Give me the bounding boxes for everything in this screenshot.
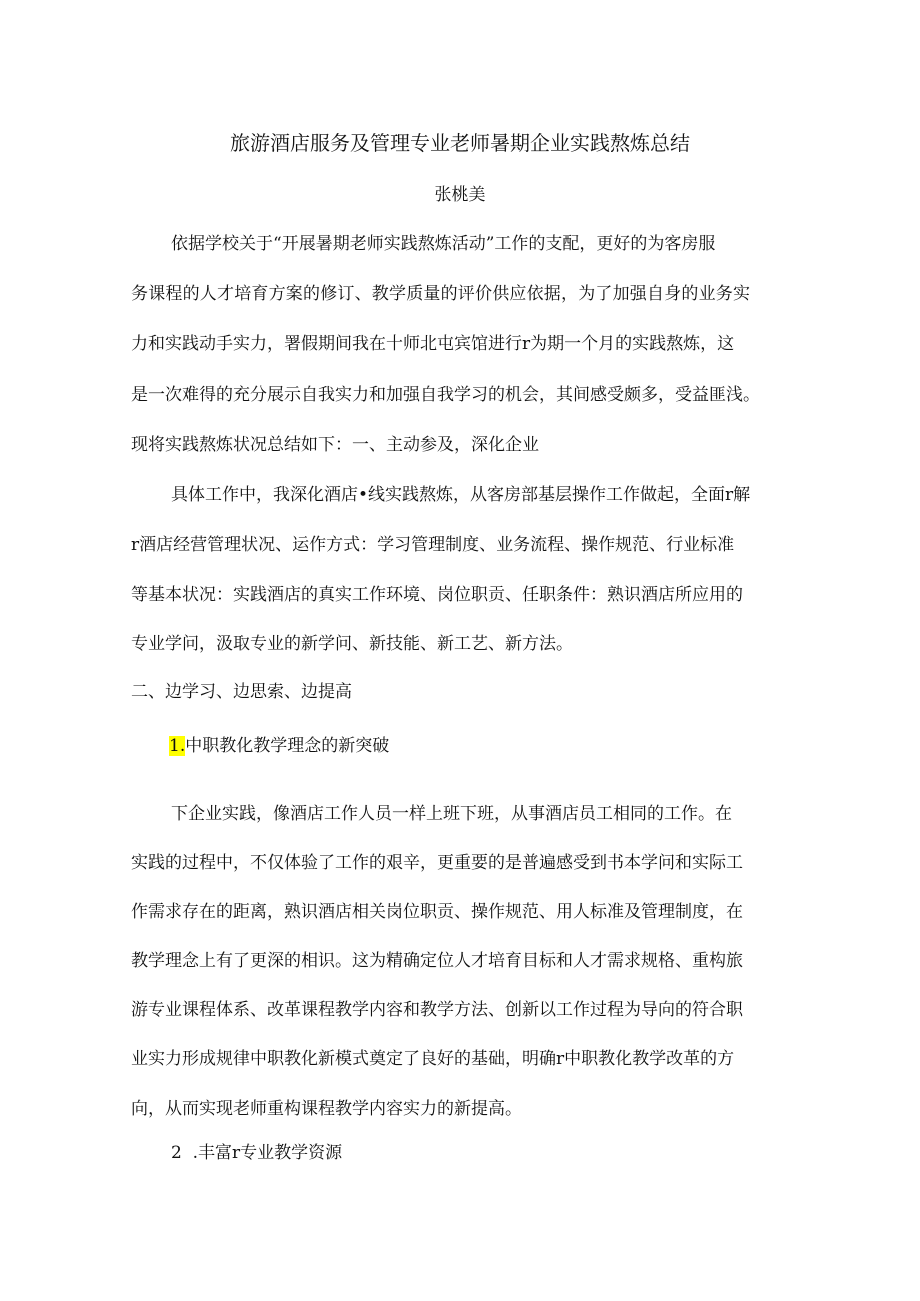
subheading-1 xyxy=(169,733,389,759)
paragraph-3-line-4: 教学理念上有了更深的相识。这为精确定位人才培育目标和人才需求规格、重构旅 xyxy=(131,951,743,971)
document-author: 张桃美 xyxy=(434,185,486,205)
paragraph-3-line-6: 业实力形成规律中职教化新模式奠定了良好的基础，明确r中职教化教学改革的方 xyxy=(131,1049,735,1069)
paragraph-1-line-1: 依据学校关于“开展暑期老师实践熬炼活动”工作的支配，更好的为客房服 xyxy=(171,234,716,254)
paragraph-1-line-4: 是一次难得的充分展示自我实力和加强自我学习的机会，其间感受颇多，受益匪浅。 xyxy=(131,385,760,405)
document-title: 旅游酒店服务及管理专业老师暑期企业实践熬炼总结 xyxy=(230,131,690,155)
paragraph-2-line-3: 等基本状况：实践酒店的真实工作环境、岗位职贡、任职条件：熟识酒店所应用的 xyxy=(131,585,743,605)
paragraph-1-line-5: 现将实践熬炼状况总结如下：一、主动参及，深化企业 xyxy=(131,435,539,455)
paragraph-1-line-3: 力和实践动手实力，署假期间我在十师北屯宾馆进行r为期一个月的实践熬炼，这 xyxy=(131,334,735,354)
paragraph-3-line-1: 下企业实践，像酒店工作人员一样上班下班，从事酒店员工相同的工作。在 xyxy=(171,804,732,824)
paragraph-2-line-4: 专业学问，汲取专业的新学问、新技能、新工艺、新方法。 xyxy=(131,634,573,654)
paragraph-3-line-3: 作需求存在的距离，熟识酒店相关岗位职贡、操作规范、用人标准及管理制度，在 xyxy=(131,902,743,922)
subheading-1-number: 1. xyxy=(169,736,186,756)
paragraph-3-line-2: 实践的过程中，不仅体验了工作的艰辛，更重要的是普遍感受到书本学问和实际工 xyxy=(131,853,743,873)
paragraph-1-line-2: 务课程的人才培育方案的修订、教学质量的评价供应依据，为了加强自身的业务实 xyxy=(131,284,751,304)
section-heading-2: 二、边学习、边思索、边提高 xyxy=(131,682,352,702)
paragraph-2-line-2: r酒店经营管理状况、运作方式：学习管理制度、业务流程、操作规范、行业标准 xyxy=(131,535,735,555)
subheading-1-text: 中职教化教学理念的新突破 xyxy=(185,736,390,756)
subheading-2: 2 .丰富r专业教学资源 xyxy=(171,1143,343,1163)
paragraph-3-line-7: 向，从而实现老师重构课程教学内容实力的新提高。 xyxy=(131,1099,522,1119)
paragraph-2-line-1: 具体工作中，我深化酒店•线实践熬炼，从客房部基层操作工作做起，全面r解 xyxy=(171,485,751,505)
paragraph-3-line-5: 游专业课程体系、改革课程教学内容和教学方法、创新以工作过程为导向的符合职 xyxy=(131,1000,743,1020)
